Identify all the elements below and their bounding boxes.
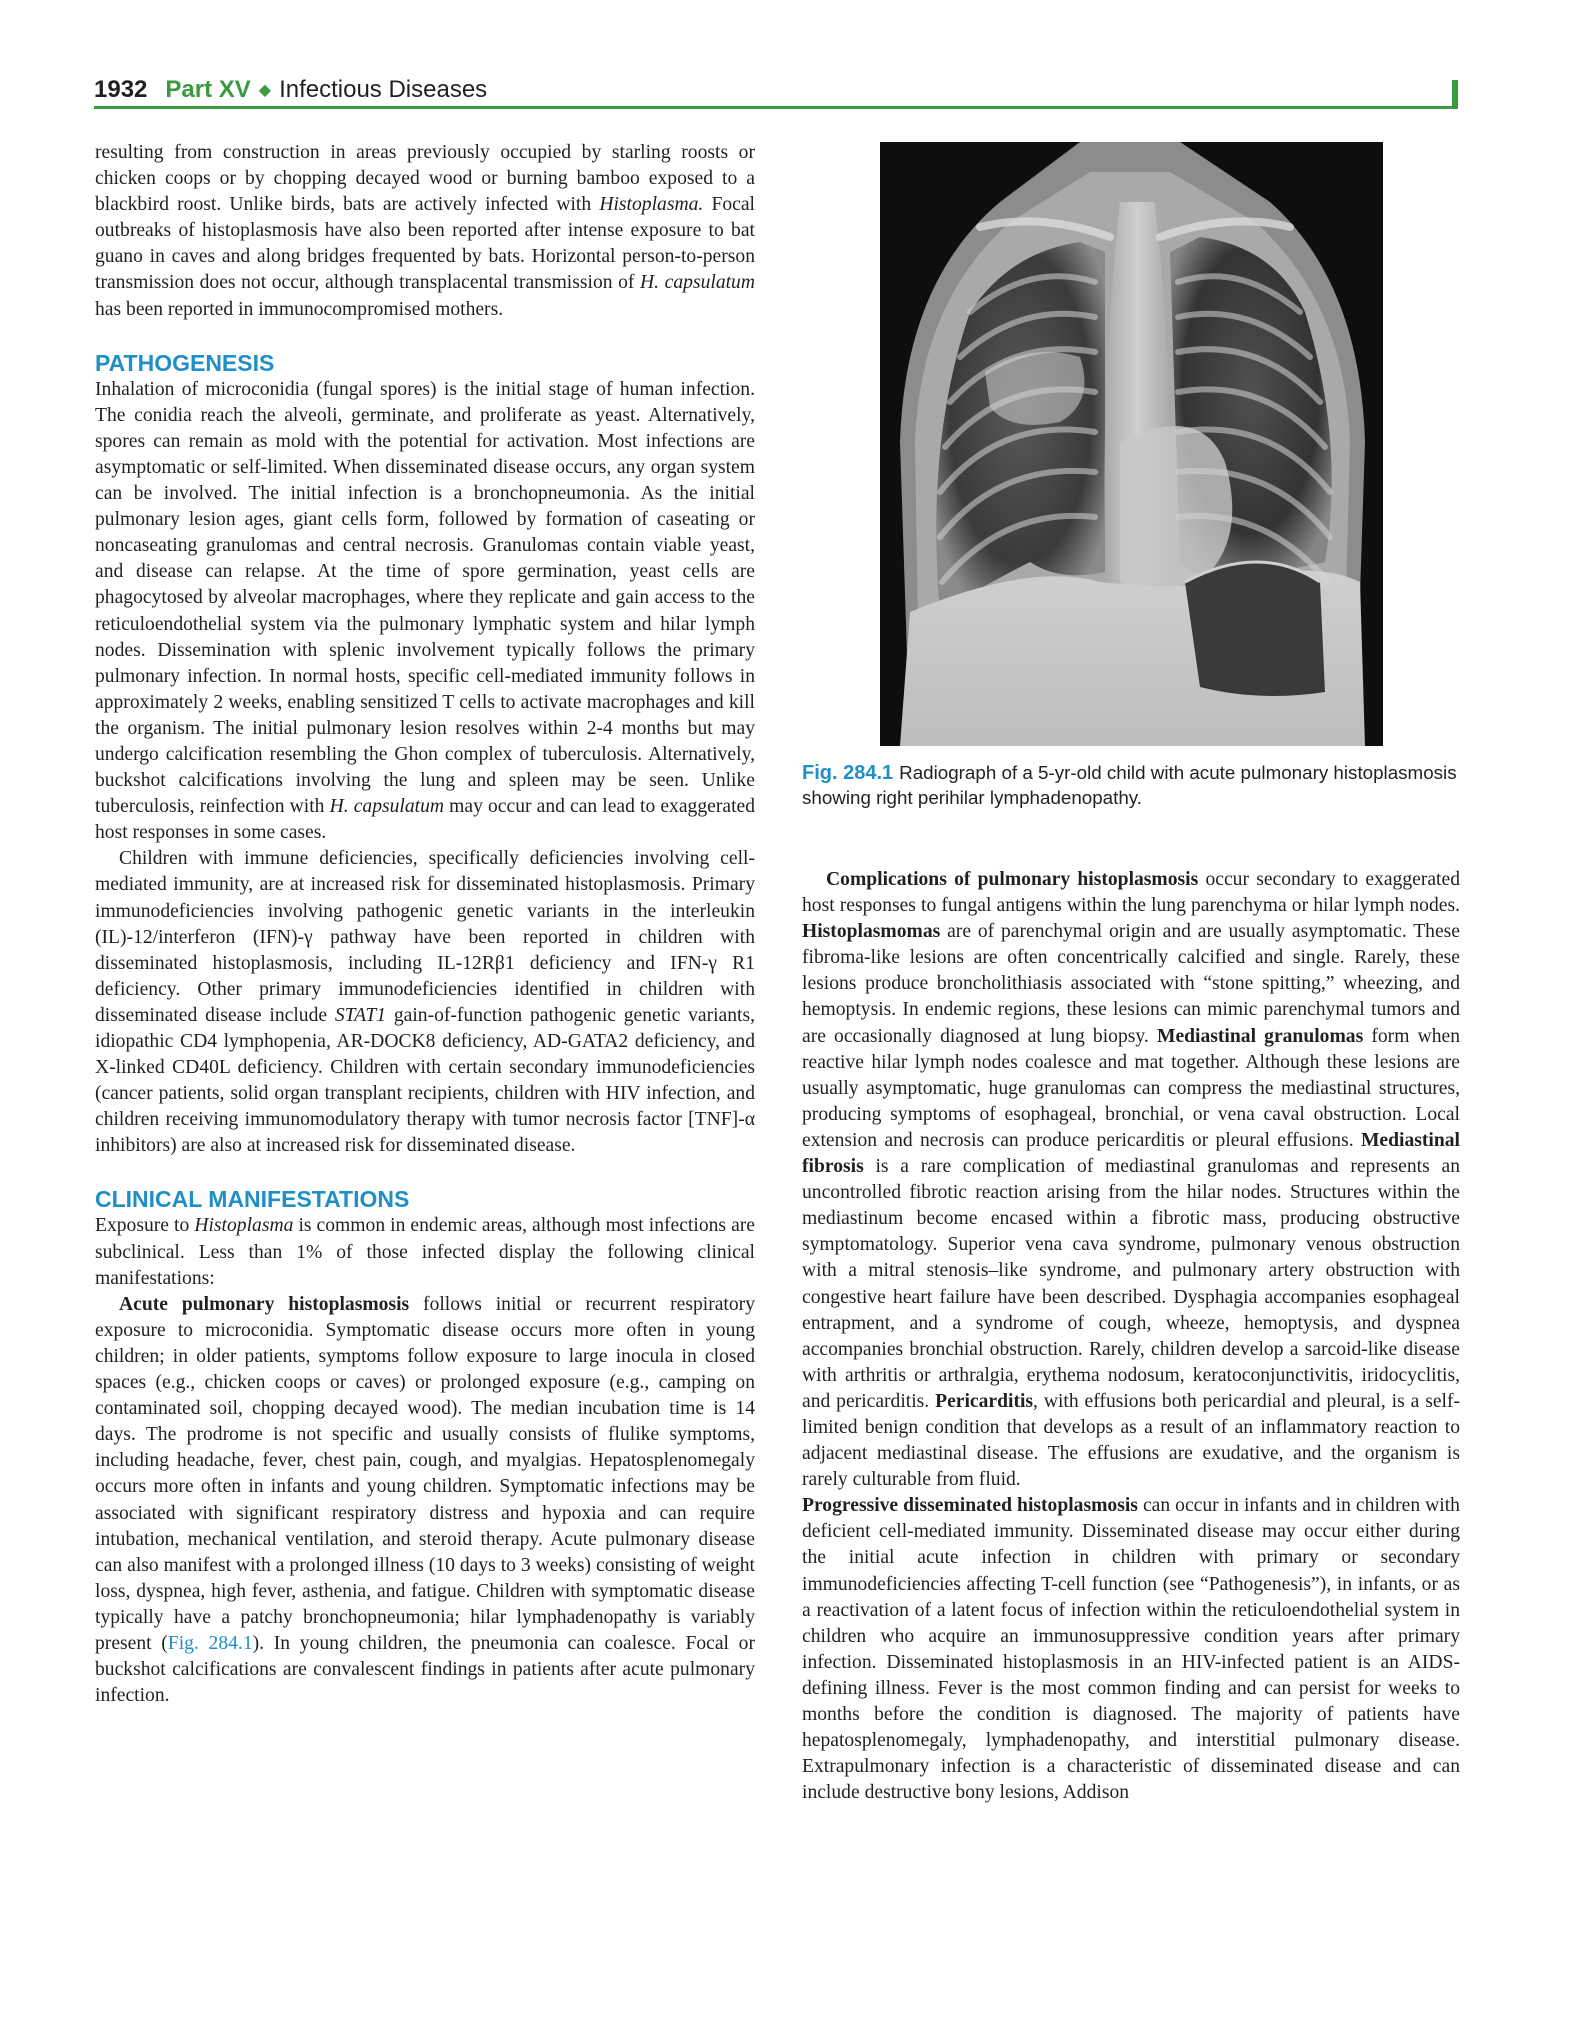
page-number: 1932 [94, 76, 148, 103]
text-run: is common in endemic areas, although most infections are subclinical. Less than 1% of those infected display the following clinical manifestations: [95, 1215, 755, 1289]
italic-term: H. capsulatum [329, 796, 445, 818]
paragraph-disseminated [802, 1493, 1460, 1806]
text-run: form when reactive hilar lymph nodes coalesce and mat together. Although these lesions are usually asymptomatic, huge granulomas can compress the mediastinal structures, producing symptoms of esophageal, bronchial, or vena caval obstruction. Local extension and necrosis can produce pericarditis or pleural effusions. [802, 1025, 1461, 1151]
text-run: can occur in infants and in children with deficient cell-mediated immunity. Disseminated disease may occur either during the initial acute infection in children with primary or secondary immunodeficiencies affecting T-cell function (see “Pathogenesis”), in infants, or as a reactivation of a latent focus of infection within the reticuloendothelial system in children who acquire an immunosuppressive condition years after primary infection. Disseminated histoplasmosis in an HIV-infected patient is an AIDS-defining illness. Fever is the most common finding and can persist for weeks to months before the condition is diagnosed. The majority of patients have hepatosplenomegaly, lymphadenopathy, and interstitial pulmonary disease. Extrapulmonary infection is a characteristic of disseminated disease and can include destructive bony lesions, Addison [802, 1495, 1460, 1804]
section-title: Infectious Diseases [279, 76, 488, 103]
diamond-icon: ◆ [258, 82, 272, 99]
bold-term: Complications of pulmonary histoplasmosis [826, 869, 1199, 890]
text-run: Children with immune deficiencies, specifically deficiencies involving cell-mediated immunity, are at increased risk for disseminated histoplasmosis. Primary immunodeficiencies involving pathogenic genetic variants in the interleukin (IL)-12/interferon (IFN)-γ pathway have been reported in children with disseminated histoplasmosis, including IL-12Rβ1 deficiency and IFN-γ R1 deficiency. Other primary immunodeficiencies identified in children with disseminated disease include [95, 848, 755, 1026]
paragraph-immune-deficiencies [95, 846, 755, 1159]
text-run: resulting from construction in areas previously occupied by starling roosts or chicken coops or by chopping decayed wood or burning bamboo exposed to a blackbird roost. Unlike birds, bats are actively infected with [95, 142, 755, 216]
bold-term: Pericarditis [935, 1390, 1034, 1412]
text-run: is a rare complication of mediastinal granulomas and represents an uncontrolled fibrotic reaction arising from the hilar nodes. Structures within the mediastinum become encased within a fibrotic mass, producing obstructive symptomatology. Superior vena cava syndrome, pulmonary venous obstruction with a mitral stenosis–like syndrome, and pulmonary artery obstruction with congestive heart failure have been described. Dysphagia accompanies esophageal entrapment, and a syndrome of cough, wheeze, hemoptysis, and dyspnea accompanies bronchial obstruction. Rarely, children develop a sarcoid-like disease with arthritis or arthralgia, erythema nodosum, keratoconjunctivitis, iridocyclitis, and pericarditis. [802, 1156, 1460, 1412]
italic-term: H. capsulatum [640, 272, 756, 294]
figure-caption [802, 761, 1460, 810]
italic-term: Histoplasma. [599, 194, 704, 216]
right-column [802, 867, 1460, 1806]
bold-term: Histoplasmomas [802, 921, 941, 943]
heading-clinical-manifestations: CLINICAL MANIFESTATIONS [95, 1186, 410, 1213]
spacer [95, 1159, 755, 1185]
bold-term: Mediastinal granulomas [1156, 1025, 1364, 1047]
text-run: Focal outbreaks of histoplasmosis have also been reported after intense exposure to bat guano in caves and along bridges frequented by bats. Horizontal person-to-person transmission does not occur, although transplacental transmission of [95, 194, 755, 294]
text-run: are of parenchymal origin and are usually asymptomatic. These fibroma-like lesions are often concentrically calcified and single. Rarely, these lesions produce broncholithiasis associated with “stone spitting,” wheezing, and hemoptysis. In endemic regions, these lesions can mimic parenchymal tumors and are occasionally diagnosed at lung biopsy. [802, 921, 1460, 1047]
figure-reference-link[interactable]: Fig. 284.1 [167, 1632, 253, 1654]
text-run: occur secondary to exaggerated host responses to fungal antigens within the lung parenchyma or hilar lymph nodes. [802, 869, 1460, 917]
text-run: Inhalation of microconidia (fungal spores) is the initial stage of human infection. The conidia reach the alveoli, germinate, and proliferate as yeast. Alternatively, spores can remain as mold with the potential for activation. Most infections are asymptomatic or self-limited. When disseminated disease occurs, any organ system can be involved. The initial infection is a bronchopneumonia. As the initial pulmonary lesion ages, giant cells form, followed by formation of caseating or noncaseating granulomas and central necrosis. Granulomas contain viable yeast, and disease can relapse. At the time of spore germination, yeast cells are phagocytosed by alveolar macrophages, where they replicate and gain access to the reticuloendothelial system via the pulmonary lymphatic system and hilar lymph nodes. Dissemination with splenic involvement typically follows the primary pulmonary infection. In normal hosts, specific cell-mediated immunity follows in approximately 2 weeks, enabling sensitized T cells to activate macrophages and kill the organism. The initial pulmonary lesion resolves within 2-4 months but may undergo calcification resembling the Ghon complex of tuberculosis. Alternatively, buckshot calcifications involving the lung and spleen may be seen. Unlike tuberculosis, reinfection with [95, 378, 755, 818]
paragraph-complications [802, 867, 1460, 1493]
left-column [95, 140, 755, 1709]
header-rule [94, 106, 1458, 109]
figure-caption-text: Radiograph of a 5-yr-old child with acute pulmonary histoplasmosis showing right perihilar lymphadenopathy. [802, 762, 1457, 808]
bold-term: Progressive disseminated histoplasmosis [802, 1495, 1138, 1517]
paragraph-acute-pulmonary [95, 1292, 755, 1710]
text-run: has been reported in immunocompromised mothers. [95, 298, 504, 320]
figure-number: Fig. 284.1 [802, 762, 894, 784]
paragraph-pathogenesis [95, 377, 755, 847]
italic-term: STAT1 [334, 1004, 387, 1026]
text-run: follows initial or recurrent respiratory exposure to microconidia. Symptomatic disease occurs more often in young children; in older patients, symptoms follow exposure to large inocula in closed spaces (e.g., chicken coops or caves) or prolonged exposure (e.g., camping on contaminated soil, chopping decayed wood). The median incubation time is 14 days. The prodrome is not specific and usually consists of flulike symptoms, including headache, fever, chest pain, cough, and myalgias. Hepatosplenomegaly occurs more often in infants and young children. Symptomatic infections may be associated with significant respiratory distress and hypoxia and can require intubation, mechanical ventilation, and steroid therapy. Acute pulmonary disease can also manifest with a prolonged illness (10 days to 3 weeks) consisting of weight loss, dyspnea, high fever, asthenia, and fatigue. Children with symptomatic disease typically have a patchy bronchopneumonia; hilar lymphadenopathy is variably present ( [95, 1293, 755, 1654]
paragraph-transmission [95, 140, 755, 323]
running-header [94, 72, 1458, 108]
text-run: ). In young children, the pneumonia can coalesce. Focal or buckshot calcifications are convalescent findings in patients after acute pulmonary infection. [95, 1632, 755, 1707]
bold-term: Acute pulmonary histoplasmosis [119, 1293, 410, 1315]
text-run: gain-of-function pathogenic genetic variants, idiopathic CD4 lymphopenia, AR-DOCK8 deficiency, AD-GATA2 deficiency, and X-linked CD40L deficiency. Children with certain secondary immunodeficiencies (cancer patients, solid organ transplant recipients, children with HIV infection, and children receiving immunomodulatory therapy with tumor necrosis factor [TNF]-α inhibitors) are also at increased risk for disseminated disease. [95, 1004, 755, 1157]
text-run: Exposure to [95, 1215, 195, 1237]
text-run: , with effusions both pericardial and pleural, is a self-limited benign condition that develops as a result of an inflammatory reaction to adjacent mediastinal disease. The effusions are exudative, and the organism is rarely culturable from fluid. [802, 1390, 1461, 1491]
spacer [95, 323, 755, 349]
bold-term: Mediastinal fibrosis [802, 1129, 1460, 1178]
heading-pathogenesis: PATHOGENESIS [95, 349, 275, 376]
italic-term: Histoplasma [194, 1215, 294, 1237]
paragraph-exposure [95, 1213, 755, 1291]
header-rule-tick [1452, 80, 1458, 109]
text-run: may occur and can lead to exaggerated host responses in some cases. [95, 796, 755, 844]
chest-radiograph-image [880, 142, 1383, 746]
part-label: Part XV [165, 76, 251, 103]
